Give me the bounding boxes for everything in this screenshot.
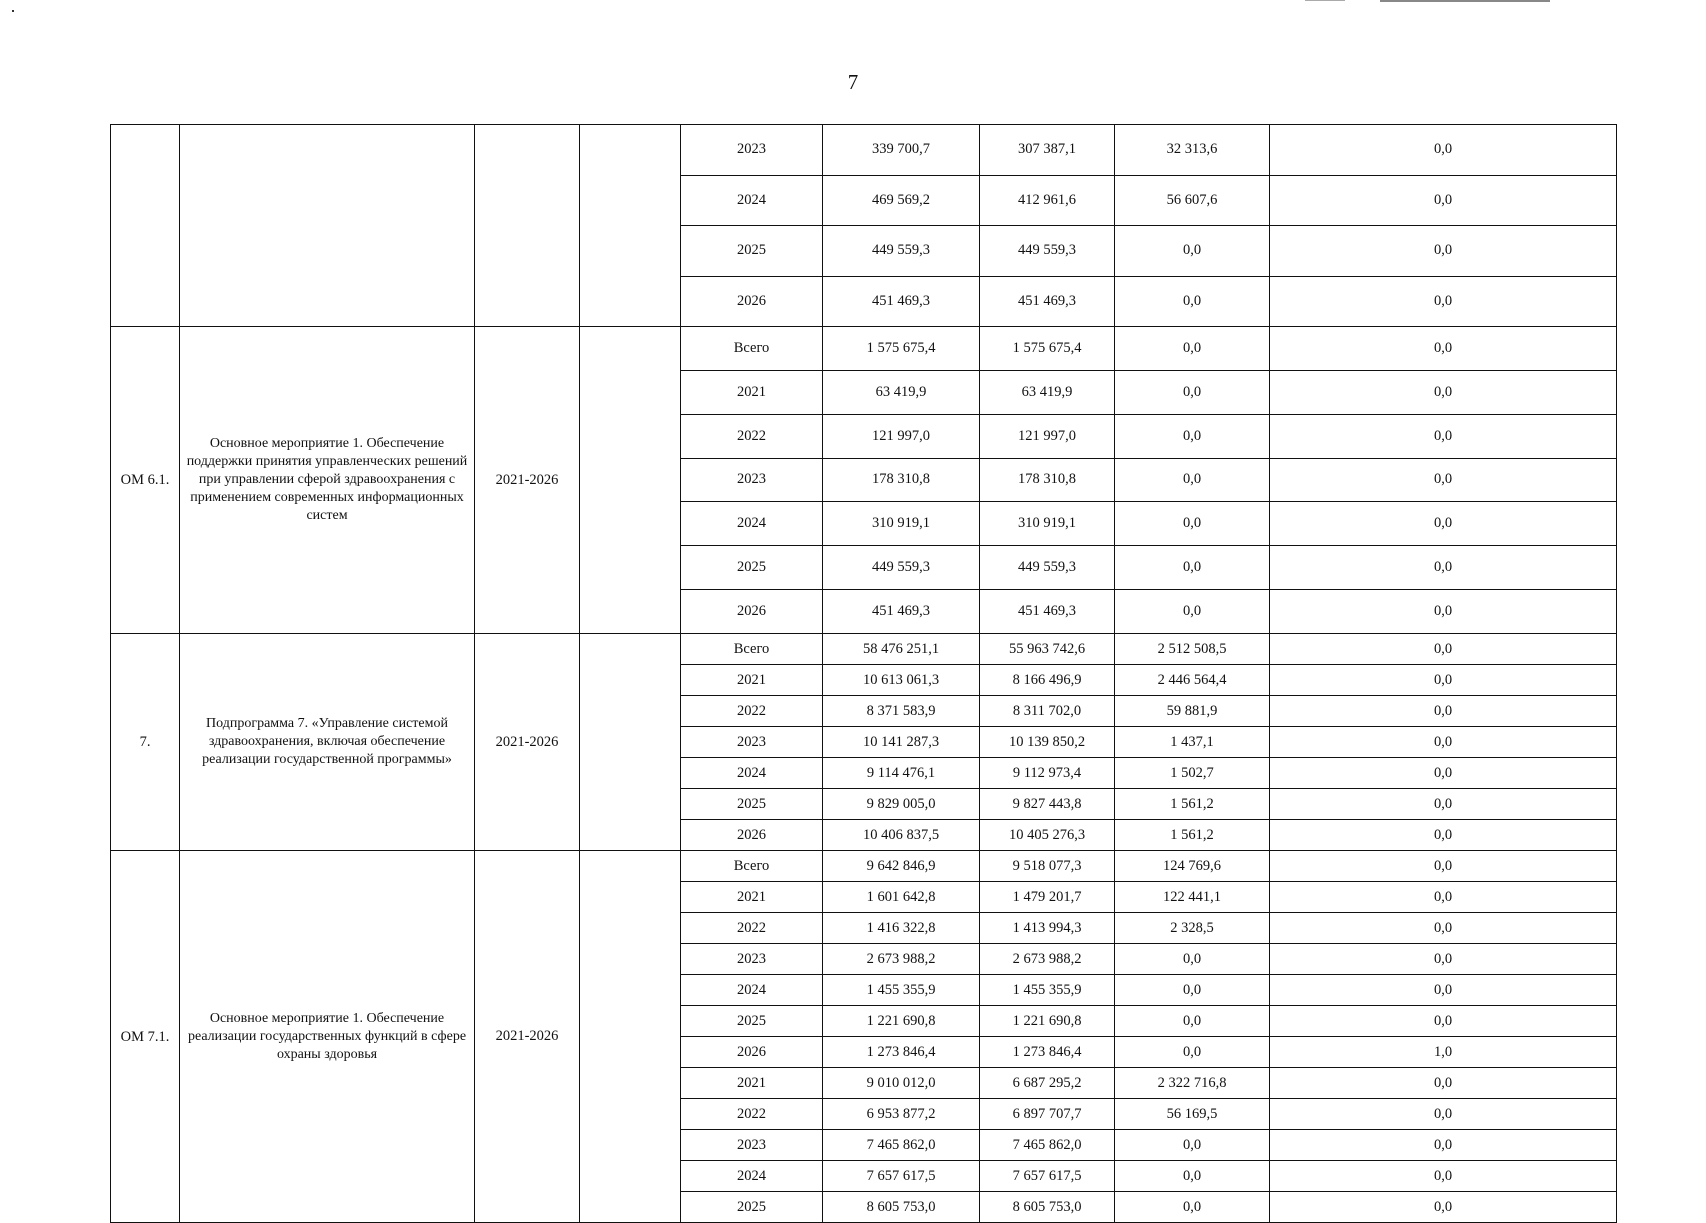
table-row (111, 327, 1617, 371)
total-cell: 1 273 846,4 (823, 1037, 980, 1068)
section-id-cell: ОМ 7.1. (111, 851, 180, 1223)
total-cell: 1 601 642,8 (823, 882, 980, 913)
regional-budget-cell: 63 419,9 (980, 370, 1115, 414)
section-period-cell: 2021-2026 (475, 634, 580, 851)
year-cell: 2022 (681, 696, 823, 727)
section-indicator-cell (580, 851, 681, 1223)
year-cell: 2023 (681, 944, 823, 975)
year-cell: 2026 (681, 590, 823, 634)
total-cell: 121 997,0 (823, 414, 980, 458)
section-period-cell: 2021-2026 (475, 851, 580, 1223)
section-id-cell: 7. (111, 634, 180, 851)
other-sources-cell: 0,0 (1270, 851, 1617, 882)
year-cell: 2025 (681, 226, 823, 277)
federal-budget-cell: 0,0 (1115, 502, 1270, 546)
other-sources-cell: 0,0 (1270, 1161, 1617, 1192)
year-cell: 2026 (681, 820, 823, 851)
regional-budget-cell: 449 559,3 (980, 546, 1115, 590)
regional-budget-cell: 2 673 988,2 (980, 944, 1115, 975)
year-cell: 2025 (681, 789, 823, 820)
federal-budget-cell: 0,0 (1115, 276, 1270, 327)
regional-budget-cell: 6 897 707,7 (980, 1099, 1115, 1130)
federal-budget-cell: 2 512 508,5 (1115, 634, 1270, 665)
section-indicator-cell (580, 327, 681, 634)
year-cell: Всего (681, 634, 823, 665)
other-sources-cell: 0,0 (1270, 975, 1617, 1006)
other-sources-cell: 0,0 (1270, 226, 1617, 277)
total-cell: 10 141 287,3 (823, 727, 980, 758)
section-id-cell: ОМ 6.1. (111, 327, 180, 634)
year-cell: 2021 (681, 370, 823, 414)
federal-budget-cell: 2 446 564,4 (1115, 665, 1270, 696)
other-sources-cell: 0,0 (1270, 820, 1617, 851)
regional-budget-cell: 178 310,8 (980, 458, 1115, 502)
other-sources-cell: 0,0 (1270, 1068, 1617, 1099)
federal-budget-cell: 0,0 (1115, 370, 1270, 414)
total-cell: 451 469,3 (823, 590, 980, 634)
year-cell: Всего (681, 327, 823, 371)
total-cell: 63 419,9 (823, 370, 980, 414)
federal-budget-cell: 56 607,6 (1115, 175, 1270, 226)
other-sources-cell: 0,0 (1270, 414, 1617, 458)
year-cell: 2022 (681, 913, 823, 944)
total-cell: 58 476 251,1 (823, 634, 980, 665)
regional-budget-cell: 9 518 077,3 (980, 851, 1115, 882)
section-name-cell: Подпрограмма 7. «Управление системой здравоохранения, включая обеспечение реализации государственной программы» (180, 634, 475, 851)
year-cell: 2022 (681, 414, 823, 458)
federal-budget-cell: 0,0 (1115, 1161, 1270, 1192)
total-cell: 339 700,7 (823, 125, 980, 176)
regional-budget-cell: 1 413 994,3 (980, 913, 1115, 944)
federal-budget-cell: 2 322 716,8 (1115, 1068, 1270, 1099)
total-cell: 449 559,3 (823, 226, 980, 277)
year-cell: 2023 (681, 458, 823, 502)
other-sources-cell: 0,0 (1270, 1192, 1617, 1223)
other-sources-cell: 0,0 (1270, 458, 1617, 502)
other-sources-cell: 0,0 (1270, 327, 1617, 371)
total-cell: 7 465 862,0 (823, 1130, 980, 1161)
year-cell: 2022 (681, 1099, 823, 1130)
other-sources-cell: 0,0 (1270, 634, 1617, 665)
federal-budget-cell: 1 437,1 (1115, 727, 1270, 758)
year-cell: 2025 (681, 1006, 823, 1037)
section-indicator-cell (580, 125, 681, 327)
federal-budget-cell: 32 313,6 (1115, 125, 1270, 176)
total-cell: 178 310,8 (823, 458, 980, 502)
federal-budget-cell: 122 441,1 (1115, 882, 1270, 913)
other-sources-cell: 0,0 (1270, 882, 1617, 913)
year-cell: 2024 (681, 758, 823, 789)
federal-budget-cell: 2 328,5 (1115, 913, 1270, 944)
regional-budget-cell: 1 273 846,4 (980, 1037, 1115, 1068)
federal-budget-cell: 0,0 (1115, 546, 1270, 590)
year-cell: 2021 (681, 882, 823, 913)
other-sources-cell: 0,0 (1270, 175, 1617, 226)
total-cell: 310 919,1 (823, 502, 980, 546)
other-sources-cell: 0,0 (1270, 665, 1617, 696)
federal-budget-cell: 0,0 (1115, 458, 1270, 502)
federal-budget-cell: 0,0 (1115, 327, 1270, 371)
total-cell: 1 455 355,9 (823, 975, 980, 1006)
federal-budget-cell: 1 561,2 (1115, 789, 1270, 820)
federal-budget-cell: 0,0 (1115, 944, 1270, 975)
regional-budget-cell: 449 559,3 (980, 226, 1115, 277)
table-row (111, 634, 1617, 665)
total-cell: 9 642 846,9 (823, 851, 980, 882)
other-sources-cell: 0,0 (1270, 1130, 1617, 1161)
other-sources-cell: 0,0 (1270, 1006, 1617, 1037)
budget-table (110, 124, 1617, 1223)
other-sources-cell: 0,0 (1270, 727, 1617, 758)
total-cell: 8 371 583,9 (823, 696, 980, 727)
regional-budget-cell: 8 605 753,0 (980, 1192, 1115, 1223)
other-sources-cell: 0,0 (1270, 758, 1617, 789)
regional-budget-cell: 7 657 617,5 (980, 1161, 1115, 1192)
other-sources-cell: 0,0 (1270, 789, 1617, 820)
other-sources-cell: 0,0 (1270, 125, 1617, 176)
regional-budget-cell: 8 311 702,0 (980, 696, 1115, 727)
year-cell: 2026 (681, 1037, 823, 1068)
scan-top-mark (1380, 0, 1550, 2)
other-sources-cell: 0,0 (1270, 913, 1617, 944)
federal-budget-cell: 1 561,2 (1115, 820, 1270, 851)
federal-budget-cell: 56 169,5 (1115, 1099, 1270, 1130)
section-period-cell (475, 125, 580, 327)
year-cell: 2024 (681, 1161, 823, 1192)
year-cell: 2025 (681, 546, 823, 590)
federal-budget-cell: 0,0 (1115, 1006, 1270, 1037)
other-sources-cell: 0,0 (1270, 546, 1617, 590)
page-number: 7 (847, 70, 859, 94)
year-cell: 2024 (681, 175, 823, 226)
year-cell: Всего (681, 851, 823, 882)
total-cell: 9 010 012,0 (823, 1068, 980, 1099)
other-sources-cell: 1,0 (1270, 1037, 1617, 1068)
year-cell: 2023 (681, 125, 823, 176)
year-cell: 2021 (681, 665, 823, 696)
regional-budget-cell: 121 997,0 (980, 414, 1115, 458)
scan-speck (12, 10, 14, 12)
regional-budget-cell: 412 961,6 (980, 175, 1115, 226)
regional-budget-cell: 1 479 201,7 (980, 882, 1115, 913)
total-cell: 451 469,3 (823, 276, 980, 327)
regional-budget-cell: 10 405 276,3 (980, 820, 1115, 851)
other-sources-cell: 0,0 (1270, 370, 1617, 414)
year-cell: 2024 (681, 502, 823, 546)
scan-top-mark-small (1305, 0, 1345, 1)
other-sources-cell: 0,0 (1270, 1099, 1617, 1130)
regional-budget-cell: 7 465 862,0 (980, 1130, 1115, 1161)
regional-budget-cell: 1 575 675,4 (980, 327, 1115, 371)
section-indicator-cell (580, 634, 681, 851)
total-cell: 9 829 005,0 (823, 789, 980, 820)
total-cell: 7 657 617,5 (823, 1161, 980, 1192)
total-cell: 1 221 690,8 (823, 1006, 980, 1037)
regional-budget-cell: 9 112 973,4 (980, 758, 1115, 789)
other-sources-cell: 0,0 (1270, 696, 1617, 727)
total-cell: 1 416 322,8 (823, 913, 980, 944)
regional-budget-cell: 8 166 496,9 (980, 665, 1115, 696)
total-cell: 1 575 675,4 (823, 327, 980, 371)
year-cell: 2023 (681, 727, 823, 758)
federal-budget-cell: 59 881,9 (1115, 696, 1270, 727)
section-id-cell (111, 125, 180, 327)
federal-budget-cell: 0,0 (1115, 1037, 1270, 1068)
section-name-cell: Основное мероприятие 1. Обеспечение поддержки принятия управленческих решений при управлении сферой здравоохранения с применением современных информационных систем (180, 327, 475, 634)
total-cell: 10 406 837,5 (823, 820, 980, 851)
section-period-cell: 2021-2026 (475, 327, 580, 634)
other-sources-cell: 0,0 (1270, 590, 1617, 634)
year-cell: 2023 (681, 1130, 823, 1161)
regional-budget-cell: 451 469,3 (980, 590, 1115, 634)
total-cell: 6 953 877,2 (823, 1099, 980, 1130)
other-sources-cell: 0,0 (1270, 276, 1617, 327)
section-name-cell (180, 125, 475, 327)
year-cell: 2026 (681, 276, 823, 327)
regional-budget-cell: 9 827 443,8 (980, 789, 1115, 820)
regional-budget-cell: 10 139 850,2 (980, 727, 1115, 758)
regional-budget-cell: 1 455 355,9 (980, 975, 1115, 1006)
regional-budget-cell: 55 963 742,6 (980, 634, 1115, 665)
federal-budget-cell: 0,0 (1115, 590, 1270, 634)
table-row (111, 851, 1617, 882)
total-cell: 10 613 061,3 (823, 665, 980, 696)
regional-budget-cell: 310 919,1 (980, 502, 1115, 546)
total-cell: 9 114 476,1 (823, 758, 980, 789)
regional-budget-cell: 1 221 690,8 (980, 1006, 1115, 1037)
regional-budget-cell: 307 387,1 (980, 125, 1115, 176)
total-cell: 449 559,3 (823, 546, 980, 590)
federal-budget-cell: 0,0 (1115, 975, 1270, 1006)
table-row (111, 125, 1617, 176)
federal-budget-cell: 0,0 (1115, 226, 1270, 277)
year-cell: 2024 (681, 975, 823, 1006)
federal-budget-cell: 0,0 (1115, 414, 1270, 458)
year-cell: 2021 (681, 1068, 823, 1099)
section-name-cell: Основное мероприятие 1. Обеспечение реализации государственных функций в сфере охраны здоровья (180, 851, 475, 1223)
total-cell: 8 605 753,0 (823, 1192, 980, 1223)
other-sources-cell: 0,0 (1270, 944, 1617, 975)
year-cell: 2025 (681, 1192, 823, 1223)
other-sources-cell: 0,0 (1270, 502, 1617, 546)
federal-budget-cell: 1 502,7 (1115, 758, 1270, 789)
federal-budget-cell: 0,0 (1115, 1192, 1270, 1223)
table-body (111, 125, 1617, 1223)
federal-budget-cell: 0,0 (1115, 1130, 1270, 1161)
federal-budget-cell: 124 769,6 (1115, 851, 1270, 882)
total-cell: 469 569,2 (823, 175, 980, 226)
regional-budget-cell: 6 687 295,2 (980, 1068, 1115, 1099)
regional-budget-cell: 451 469,3 (980, 276, 1115, 327)
total-cell: 2 673 988,2 (823, 944, 980, 975)
